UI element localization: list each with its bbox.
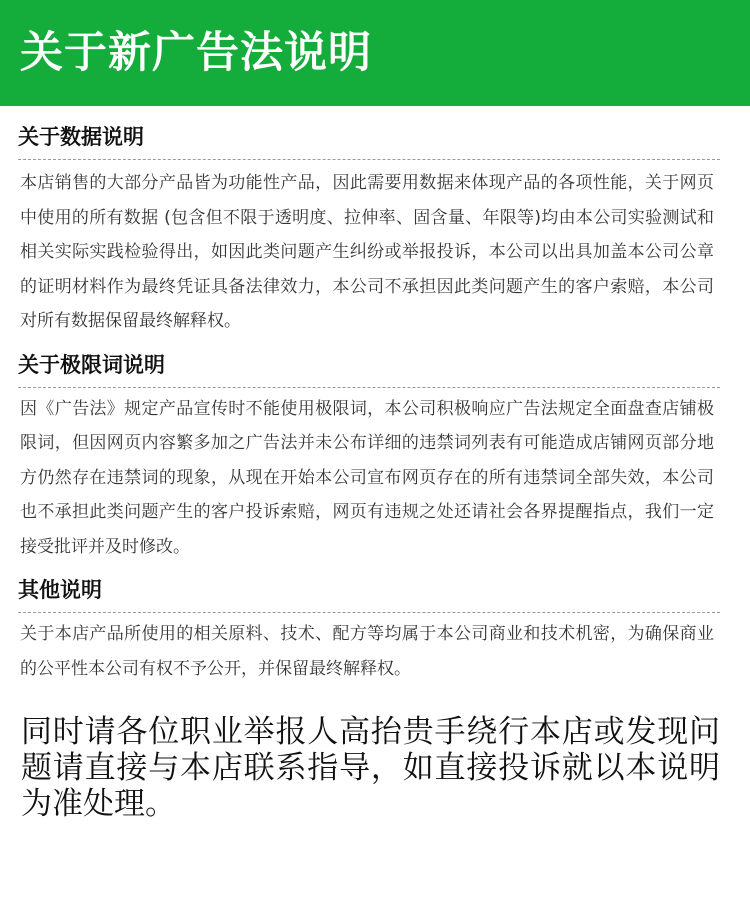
section-body: 本店销售的大部分产品皆为功能性产品，因此需要用数据来体现产品的各项性能，关于网页中使用的所有数据 (包含但不限于透明度、拉伸率、固含量、年限等)均由本公司实验测试和相关实际实践检验得出，如因此类问题产生纠纷或举报投诉，本公司以出具加盖本公司公章的证明材料作为最终凭证具备法律效力，本公司不承担因此类问题产生的客户索赔，本公司对所有数据保留最终解释权。 — [20, 173, 714, 331]
page-title: 关于新广告法说明 — [20, 27, 372, 78]
section-superlative-words — [18, 352, 720, 565]
section-body: 关于本店产品所使用的相关原料、技术、配方等均属于本公司商业和技术机密，为确保商业的公平性本公司有权不予公开，并保留最终解释权。 — [20, 624, 714, 679]
section-heading: 其他说明 — [18, 578, 102, 602]
dashed-divider — [18, 159, 720, 160]
section-heading: 关于极限词说明 — [18, 352, 165, 377]
section-other — [18, 580, 720, 686]
main-content — [0, 127, 750, 822]
section-heading: 关于数据说明 — [18, 125, 144, 149]
dashed-divider — [18, 387, 720, 388]
dashed-divider — [18, 612, 720, 613]
closing-notice: 同时请各位职业举报人高抬贵手绕行本店或发现问题请直接与本店联系指导，如直接投诉就以本说明为准处理。 — [21, 714, 720, 822]
section-data-statement — [18, 127, 720, 339]
header-banner — [0, 0, 750, 106]
section-body: 因《广告法》规定产品宣传时不能使用极限词，本公司积极响应广告法规定全面盘查店铺极限词，但因网页内容繁多加之广告法并未公布详细的违禁词列表有可能造成店铺网页部分地方仍然存在违禁词的现象，从现在开始本公司宣布网页存在的所有违禁词全部失效，本公司也不承担此类问题产生的客户投诉索赔，网页有违规之处还请社会各界提醒指点，我们一定接受批评并及时修改。 — [20, 398, 714, 557]
